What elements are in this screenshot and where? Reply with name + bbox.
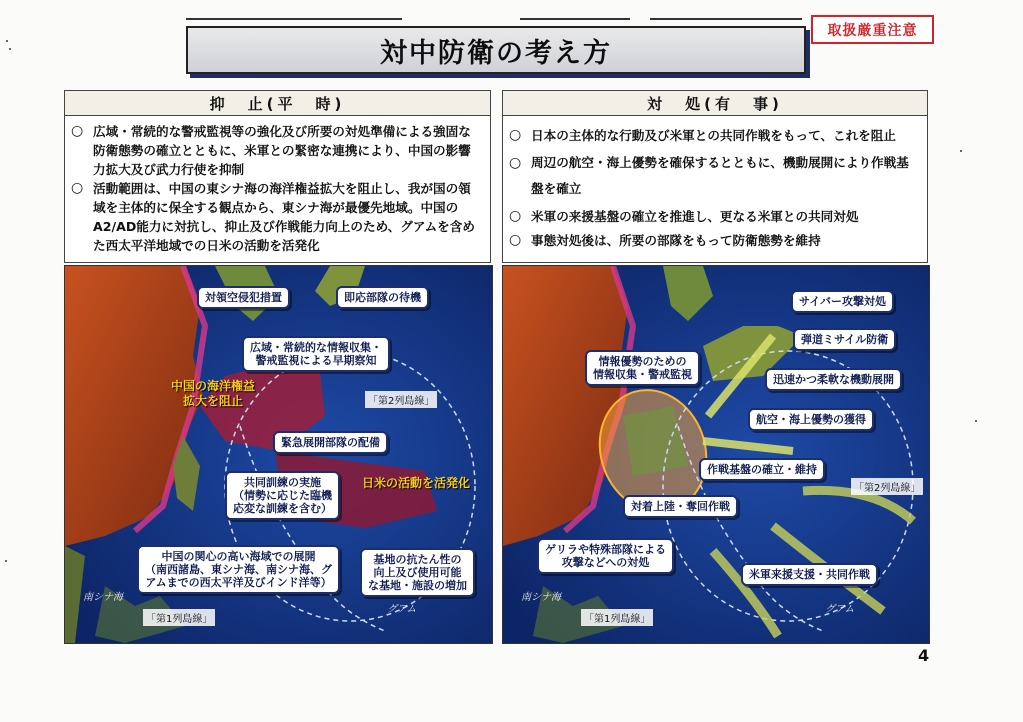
map-label-joint-training: 共同訓練の実施 （情勢に応じた臨機 応変な訓練を含む） bbox=[225, 471, 340, 520]
bullet-marker: ○ bbox=[509, 232, 522, 248]
bullet-marker: ○ bbox=[509, 127, 522, 143]
bullet-text: 米軍の来援基盤の確立を推進し、更なる米軍との共同対処 bbox=[531, 209, 859, 224]
response-body bbox=[502, 116, 928, 263]
response-map bbox=[502, 265, 930, 644]
map-label-base-resilience: 基地の抗たん性の 向上及び使用可能 な基地・施設の増加 bbox=[360, 548, 475, 597]
bullet-marker: ○ bbox=[71, 180, 84, 196]
deterrence-map bbox=[64, 265, 493, 644]
map-label-surveillance: 広域・常続的な情報収集・ 警戒監視による早期察知 bbox=[242, 336, 390, 372]
map-label-cyber: サイバー攻撃対処 bbox=[791, 290, 894, 313]
bullet-text: 日本の主体的な行動及び米軍との共同作戦をもって、これを阻止 bbox=[531, 128, 896, 143]
map-label-standby: 即応部隊の待機 bbox=[336, 286, 429, 309]
south-china-sea-label: 南シナ海 bbox=[83, 592, 123, 603]
map-label-airspace: 対領空侵犯措置 bbox=[197, 286, 290, 309]
title-banner bbox=[186, 26, 806, 74]
bullet-text: 事態対処後は、所要の部隊をもって防衛態勢を維持 bbox=[531, 233, 821, 248]
map-label-us-japan: 日米の活動を活発化 bbox=[362, 476, 471, 490]
map-label-us-support: 米軍来援支援・共同作戦 bbox=[741, 563, 878, 586]
page-title: 対中防衛の考え方 bbox=[380, 37, 612, 69]
bullet-text: 広域・常続的な警戒監視等の強化及び所要の対処準備による強固な防衛態勢の確立とともに、米軍との緊密な連携により、中国の影響力拡大及び武力行使を抑制 bbox=[93, 124, 471, 177]
south-china-sea-label: 南シナ海 bbox=[521, 592, 561, 603]
stamp-text: 取扱厳重注意 bbox=[827, 22, 918, 39]
map-label-missile: 弾道ミサイル防衛 bbox=[793, 328, 896, 351]
bullet-text: 活動範囲は、中国の東シナ海の海洋権益拡大を阻止し、我が国の領域を主体的に保全する観点から、東シナ海が最優先地域。中国のA2/AD能力に対抗し、抑止及び作戦能力向上のため、グアムを含めた西太平洋地域での日米の活動を活発化 bbox=[93, 181, 475, 253]
deterrence-bullet bbox=[71, 122, 482, 179]
map-label-guerrilla: ゲリラや特殊部隊による 攻撃などへの対処 bbox=[537, 538, 674, 574]
bullet-marker: ○ bbox=[71, 123, 84, 139]
guam-label: グアム bbox=[387, 604, 417, 615]
chain1-label: 「第1列島線」 bbox=[143, 609, 215, 626]
map-label-deployment: 中国の関心の高い海域での展開 （南西諸島、東シナ海、南シナ海、グ アムまでの西太平洋及びインド洋等） bbox=[137, 545, 340, 594]
map-background bbox=[503, 266, 929, 643]
bullet-marker: ○ bbox=[509, 208, 522, 224]
deterrence-body bbox=[64, 116, 491, 263]
response-heading: 対 処(有 事) bbox=[502, 90, 928, 116]
map-label-base: 作戦基盤の確立・維持 bbox=[699, 458, 825, 481]
response-bullet bbox=[509, 150, 921, 202]
response-section bbox=[502, 90, 928, 263]
map-label-superiority: 航空・海上優勢の獲得 bbox=[748, 408, 874, 431]
page-number: 4 bbox=[918, 646, 930, 665]
chain2-label: 「第2列島線」 bbox=[851, 478, 923, 495]
map-label-intel: 情報優勢のための 情報収集・警戒監視 bbox=[585, 350, 700, 386]
deterrence-bullet bbox=[71, 179, 482, 255]
chain2-label: 「第2列島線」 bbox=[365, 391, 437, 408]
bullet-marker: ○ bbox=[509, 155, 522, 171]
response-bullet bbox=[509, 231, 921, 250]
map-label-china-block: 中国の海洋権益 拡大を阻止 bbox=[171, 379, 256, 408]
deterrence-section bbox=[64, 90, 491, 263]
map-label-landing: 対着上陸・奪回作戦 bbox=[623, 495, 738, 518]
guam-label: グアム bbox=[825, 604, 855, 615]
deterrence-heading: 抑 止(平 時) bbox=[64, 90, 491, 116]
response-bullet bbox=[509, 126, 921, 145]
handling-stamp bbox=[811, 15, 934, 44]
chain1-label: 「第1列島線」 bbox=[581, 609, 653, 626]
map-label-rapid-deploy: 緊急展開部隊の配備 bbox=[273, 431, 388, 454]
response-bullet bbox=[509, 207, 921, 226]
map-label-mobility: 迅速かつ柔軟な機動展開 bbox=[765, 368, 902, 391]
bullet-text: 周辺の航空・海上優勢を確保するとともに、機動展開により作戦基盤を確立 bbox=[531, 155, 909, 196]
